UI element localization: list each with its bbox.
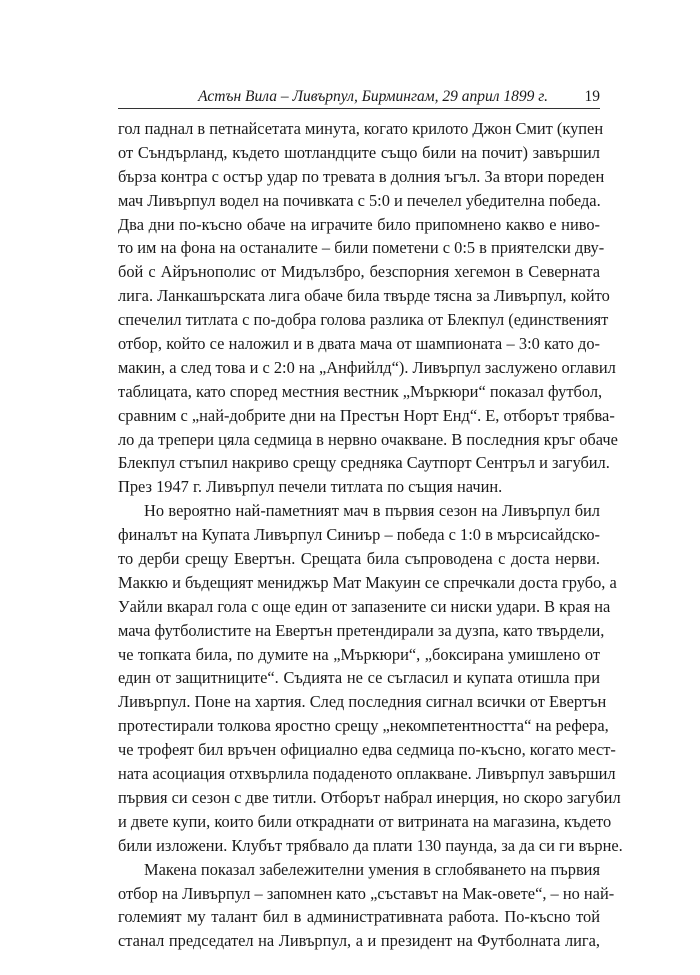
body-text	[118, 117, 623, 953]
text-line: то дерби срещу Евертън. Срещата била съпроводена с доста нерви.	[118, 549, 600, 569]
text-line: станал председател на Ливърпул, а и президент на Футболната лига,	[118, 931, 600, 951]
text-line: Маккю и бъдещият мениджър Мат Макуин се спречкали доста грубо, а	[118, 572, 617, 592]
text-line: първия си сезон с две титли. Отборът набрал инерция, но скоро загубил	[118, 787, 621, 807]
text-line: че трофеят бил връчен официално едва седмица по-късно, когато мест-	[118, 740, 616, 760]
text-line: отбор на Ливърпул – запомнен като „съставът на Мак-овете“, – но най-	[118, 883, 615, 903]
text-line: Но вероятно най-паметният мач в първия сезон на Ливърпул бил	[144, 501, 600, 521]
text-line: Два дни по-късно обаче на играчите било припомнено какво е ниво-	[118, 214, 600, 234]
text-line: един от защитниците“. Съдията не се съгласил и купата отишла при	[118, 668, 600, 688]
text-line: от Съндърланд, където шотландците също били на почит) завършил	[118, 142, 600, 162]
text-line: големият му талант бил в административната работа. По-късно той	[118, 907, 600, 927]
text-line: ло да трепери цяла седмица в нервно очакване. В последния кръг обаче	[118, 429, 618, 449]
running-header	[118, 86, 600, 109]
text-line: че топката била, по думите на „Мъркюри“, „боксирана умишлено от	[118, 644, 600, 664]
text-line: ната асоциация отхвърлила подаденото оплакване. Ливърпул завършил	[118, 764, 616, 784]
text-line: През 1947 г. Ливърпул печели титлата по същия начин.	[118, 477, 503, 497]
text-line: отбор, който се наложил и в двата мача от шампионата – 3:0 като до-	[118, 334, 600, 354]
text-line: мач Ливърпул водел на почивката с 5:0 и печелел убедителна победа.	[118, 190, 601, 210]
page-number: 19	[584, 88, 600, 105]
text-line: сравним с „най-добрите дни на Престън Норт Енд“. Е, отборът трябва-	[118, 405, 615, 425]
text-line: бърза контра с остър удар по тревата в долния ъгъл. За втори пореден	[118, 166, 605, 186]
text-line: бой с Айрънополис от Мидълзбро, безспорния хегемон в Северната	[118, 262, 600, 282]
text-line: спечелил титлата с по-добра голова разлика от Блекпул (единственият	[118, 310, 609, 330]
text-line: Уайли вкарал гола с още един от запазените си ниски удари. В края на	[118, 596, 611, 616]
text-line: гол паднал в петнайсетата минута, когато крилото Джон Смит (купен	[118, 119, 604, 138]
text-line: Ливърпул. Поне на хартия. След последния сигнал всички от Евертън	[118, 692, 607, 712]
paragraph	[118, 499, 623, 857]
text-line: Блекпул стъпил накриво срещу средняка Саутпорт Сентръл и загубил.	[118, 453, 610, 473]
paragraph	[118, 117, 618, 499]
text-line: лига. Ланкашърската лига обаче била твърде тясна за Ливърпул, който	[118, 286, 610, 306]
text-line: таблицата, като според местния вестник „Мъркюри“ показал футбол,	[118, 381, 603, 401]
text-line: протестирали толкова яростно срещу „некомпетентността“ на рефера,	[118, 716, 609, 736]
paragraph	[118, 858, 615, 954]
text-line: макин, а след това и с 2:0 на „Анфийлд“). Ливърпул заслужено оглавил	[118, 357, 616, 377]
text-line: били изложени. Клубът трябвало да плати 130 паунда, за да си ги върне.	[118, 835, 623, 855]
running-header-title: Астън Вила – Ливърпул, Бирмингам, 29 април 1899 г.	[198, 88, 548, 105]
text-line: финалът на Купата Ливърпул Синиър – победа с 1:0 в мърсисайдско-	[118, 525, 600, 545]
text-line: Макена показал забележителни умения в сглобяването на първия	[144, 859, 600, 879]
text-line: мача футболистите на Евертън претендирали за дузпа, като твърдели,	[118, 620, 605, 640]
text-line: и двете купи, които били откраднати от витрината на магазина, където	[118, 811, 612, 831]
text-line: то им на фона на останалите – били пометени с 0:5 в приятелски дву-	[118, 238, 605, 258]
